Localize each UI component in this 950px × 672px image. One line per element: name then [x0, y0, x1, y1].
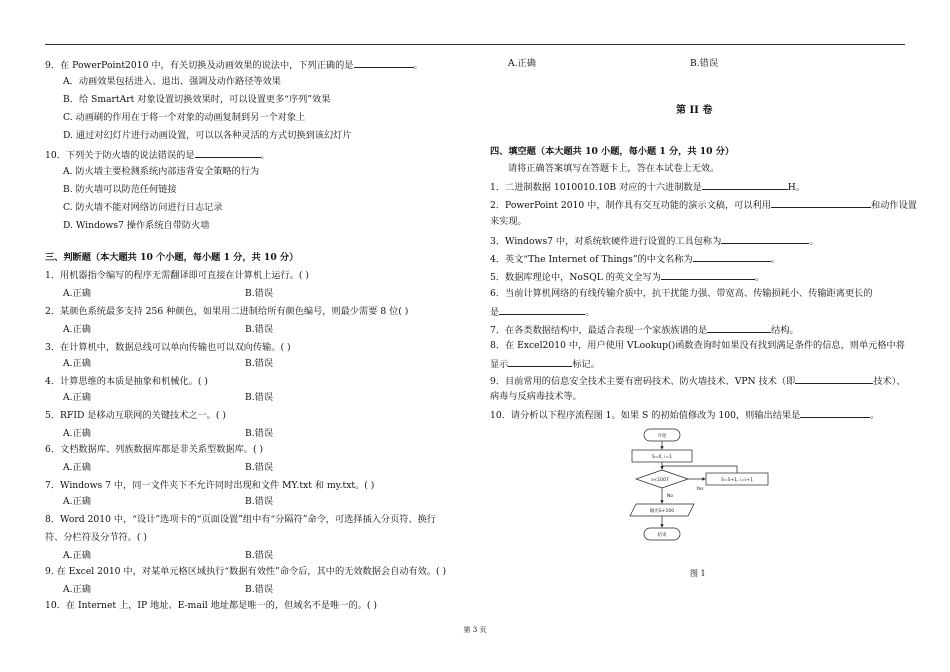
fill-9-text: 9．目前常用的信息安全技术主要有密码技术、防火墙技术、VPN 技术（即	[490, 376, 796, 387]
section4-title: 四、填空题（本大题共 10 小题，每小题 1 分，共 10 分）	[490, 146, 735, 157]
fill-8-cont	[490, 357, 600, 371]
judge-8: 8．Word 2010 中，“设计”选项卡的“页面设置”组中有“分隔符”命令，可选择插入分页符、换行	[45, 514, 437, 525]
flow-loop-text: S=S+1, i=i+1	[721, 478, 753, 483]
answer-blank	[771, 198, 871, 208]
q9-stem: 9．在 PowerPoint2010 中，有关切换及动画效果的说法中，下列正确的是	[45, 60, 354, 71]
page-footer: 第 3 页	[463, 626, 487, 634]
instruction: 请将正确答案填写在答题卡上，答在本试卷上无效。	[508, 163, 720, 174]
answer-blank	[499, 305, 585, 315]
judge-1-false: B.错误	[245, 288, 274, 299]
fill-7	[490, 323, 799, 337]
fill-1	[490, 180, 805, 194]
top-false: B.错误	[690, 58, 719, 69]
q9-end: 。	[413, 60, 423, 71]
fill-5-end: 。	[754, 272, 765, 283]
flow-init-text: S=0, i=1	[651, 455, 673, 460]
fill-1-end: H。	[787, 182, 805, 193]
fill-9-cont: 病毒与反病毒技术等。	[490, 391, 582, 402]
q9-option-c: C. 动画刷的作用在于将一个对象的动画复制到另一个对象上	[63, 112, 306, 123]
judge-3: 3．在计算机中，数据总线可以单向传输也可以双向传输。( )	[45, 342, 291, 353]
flow-yes-text: Yes	[696, 487, 704, 492]
question-9	[45, 58, 423, 72]
flowchart	[620, 426, 800, 556]
judge-3-false: B.错误	[245, 358, 274, 369]
q9-option-a: A．动画效果包括进入、退出、强调及动作路径等效果	[63, 76, 281, 87]
judge-5-true: A.正确	[63, 428, 91, 439]
judge-7: 7．Windows 7 中，同一文件夹下不允许同时出现和文件 MY.txt 和 my.txt。( )	[45, 480, 375, 491]
fill-10-end: 。	[870, 410, 880, 421]
fill-9-end: 技术）、	[873, 376, 906, 387]
answer-blank	[661, 270, 755, 280]
answer-blank	[195, 148, 261, 158]
judge-8-true: A.正确	[63, 550, 91, 561]
judge-7-false: B.错误	[245, 496, 274, 507]
fill-3-end: 。	[809, 236, 819, 247]
answer-blank	[721, 234, 809, 244]
q9-option-d: D. 通过对幻灯片进行动画设置，可以以各种灵活的方式切换到该幻灯片	[63, 130, 352, 141]
judge-4-true: A.正确	[63, 392, 91, 403]
judge-2-true: A.正确	[63, 324, 91, 335]
fill-2	[490, 198, 917, 212]
header-rule	[45, 44, 905, 45]
q10-option-b: B. 防火墙可以防范任何链接	[63, 184, 177, 195]
flow-cond-text: s<1007	[651, 478, 669, 483]
fill-2-end: 和动作设置	[870, 200, 917, 211]
judge-8-false: B.错误	[245, 550, 274, 561]
fill-10	[490, 408, 879, 422]
fill-4-end: 。	[770, 254, 780, 265]
part2-title: 第 II 卷	[676, 105, 713, 116]
q10-end: 。	[260, 150, 270, 161]
fill-7-text: 7．在各类数据结构中，最适合表现一个家族族谱的是	[490, 325, 708, 336]
answer-blank	[693, 252, 771, 262]
judge-4: 4．计算思维的本质是抽象和机械化。( )	[45, 376, 208, 387]
judge-4-false: B.错误	[245, 392, 274, 403]
q9-option-b: B．给 SmartArt 对象设置切换效果时，可以设置更多“序列”效果	[63, 94, 331, 105]
fill-8: 8．在 Excel2010 中，用户使用 VLookup()函数查询时如果没有找到满足条件的信息，则单元格中将	[490, 340, 905, 351]
judge-1: 1．用机器指令编写的程序无需翻译即可直接在计算机上运行。( )	[45, 270, 309, 281]
top-true: A.正确	[508, 58, 536, 69]
fill-5-text: 5．数据库理论中，NoSQL 的英文全写为	[490, 272, 661, 283]
q10-stem: 10．下列关于防火墙的说法错误的是	[45, 150, 195, 161]
flow-output-text: 输出S+100	[649, 509, 675, 514]
answer-blank	[354, 58, 414, 68]
section3-title: 三、判断题（本大题共 10 个小题，每小题 1 分，共 10 分）	[45, 252, 299, 263]
flow-start-text: 开始	[657, 434, 667, 439]
question-10	[45, 148, 270, 162]
fill-4	[490, 252, 780, 266]
judge-9: 9. 在 Excel 2010 中，对某单元格区域执行“数据有效性”命令后，其中的无效数据会自动有效。( )	[45, 566, 447, 577]
q10-option-a: A. 防火墙主要检测系统内部违背安全策略的行为	[63, 166, 260, 177]
answer-blank	[795, 374, 873, 384]
fill-3-text: 3．Windows7 中，对系统软硬件进行设置的工具包称为	[490, 236, 722, 247]
answer-blank	[702, 180, 788, 190]
judge-6-false: B.错误	[245, 462, 274, 473]
judge-1-true: A.正确	[63, 288, 91, 299]
fill-6: 6．当前计算机网络的有线传输介质中，抗干扰能力强、带宽高、传输损耗小、传输距离更长的	[490, 288, 873, 299]
fill-2-cont: 来实现。	[490, 216, 527, 227]
fill-8-end: 标记。	[572, 359, 600, 370]
judge-10: 10．在 Internet 上，IP 地址、E-mail 地址都是唯一的，但域名不是唯一的。( )	[45, 600, 377, 611]
fill-1-text: 1．二进制数据 1010010.10B 对应的十六进制数是	[490, 182, 702, 193]
fill-10-text: 10．请分析以下程序流程图 1。如果 S 的初始值修改为 100，则输出结果是	[490, 410, 801, 421]
figure-caption: 图 1	[690, 569, 706, 578]
flow-end-text: 结束	[657, 533, 667, 538]
fill-5	[490, 270, 764, 284]
judge-2: 2．某颜色系统最多支持 256 种颜色，如果用二进制给所有颜色编号，则最少需要 8 位( )	[45, 306, 409, 317]
judge-5-false: B.错误	[245, 428, 274, 439]
judge-2-false: B.错误	[245, 324, 274, 335]
judge-5: 5．RFID 是移动互联网的关键技术之一。( )	[45, 410, 226, 421]
fill-6-end: 。	[585, 307, 595, 318]
judge-7-true: A.正确	[63, 496, 91, 507]
q10-option-c: C. 防火墙不能对网络访问进行日志记录	[63, 202, 223, 213]
fill-2-text: 2．PowerPoint 2010 中，制作具有交互功能的演示文稿，可以利用	[490, 200, 771, 211]
fill-4-text: 4．英文“The Internet of Things”的中文名称为	[490, 254, 693, 265]
fill-7-end: 结构。	[771, 325, 799, 336]
answer-blank	[707, 323, 771, 333]
fill-3	[490, 234, 819, 248]
judge-8-cont: 符、分栏符及分节符。( )	[45, 532, 147, 543]
judge-9-false: B.错误	[245, 584, 274, 595]
judge-9-true: A.正确	[63, 584, 91, 595]
fill-6-prefix: 是	[490, 307, 500, 318]
q10-option-d: D. Windows7 操作系统自带防火墙	[63, 220, 210, 231]
fill-8-prefix: 显示	[490, 359, 509, 370]
fill-6-cont	[490, 305, 594, 319]
answer-blank	[508, 357, 572, 367]
judge-3-true: A.正确	[63, 358, 91, 369]
fill-9	[490, 374, 905, 388]
judge-6: 6．文档数据库、列族数据库都是非关系型数据库。( )	[45, 444, 264, 455]
answer-blank	[800, 408, 870, 418]
judge-6-true: A.正确	[63, 462, 91, 473]
flow-no-text: No	[666, 494, 674, 499]
